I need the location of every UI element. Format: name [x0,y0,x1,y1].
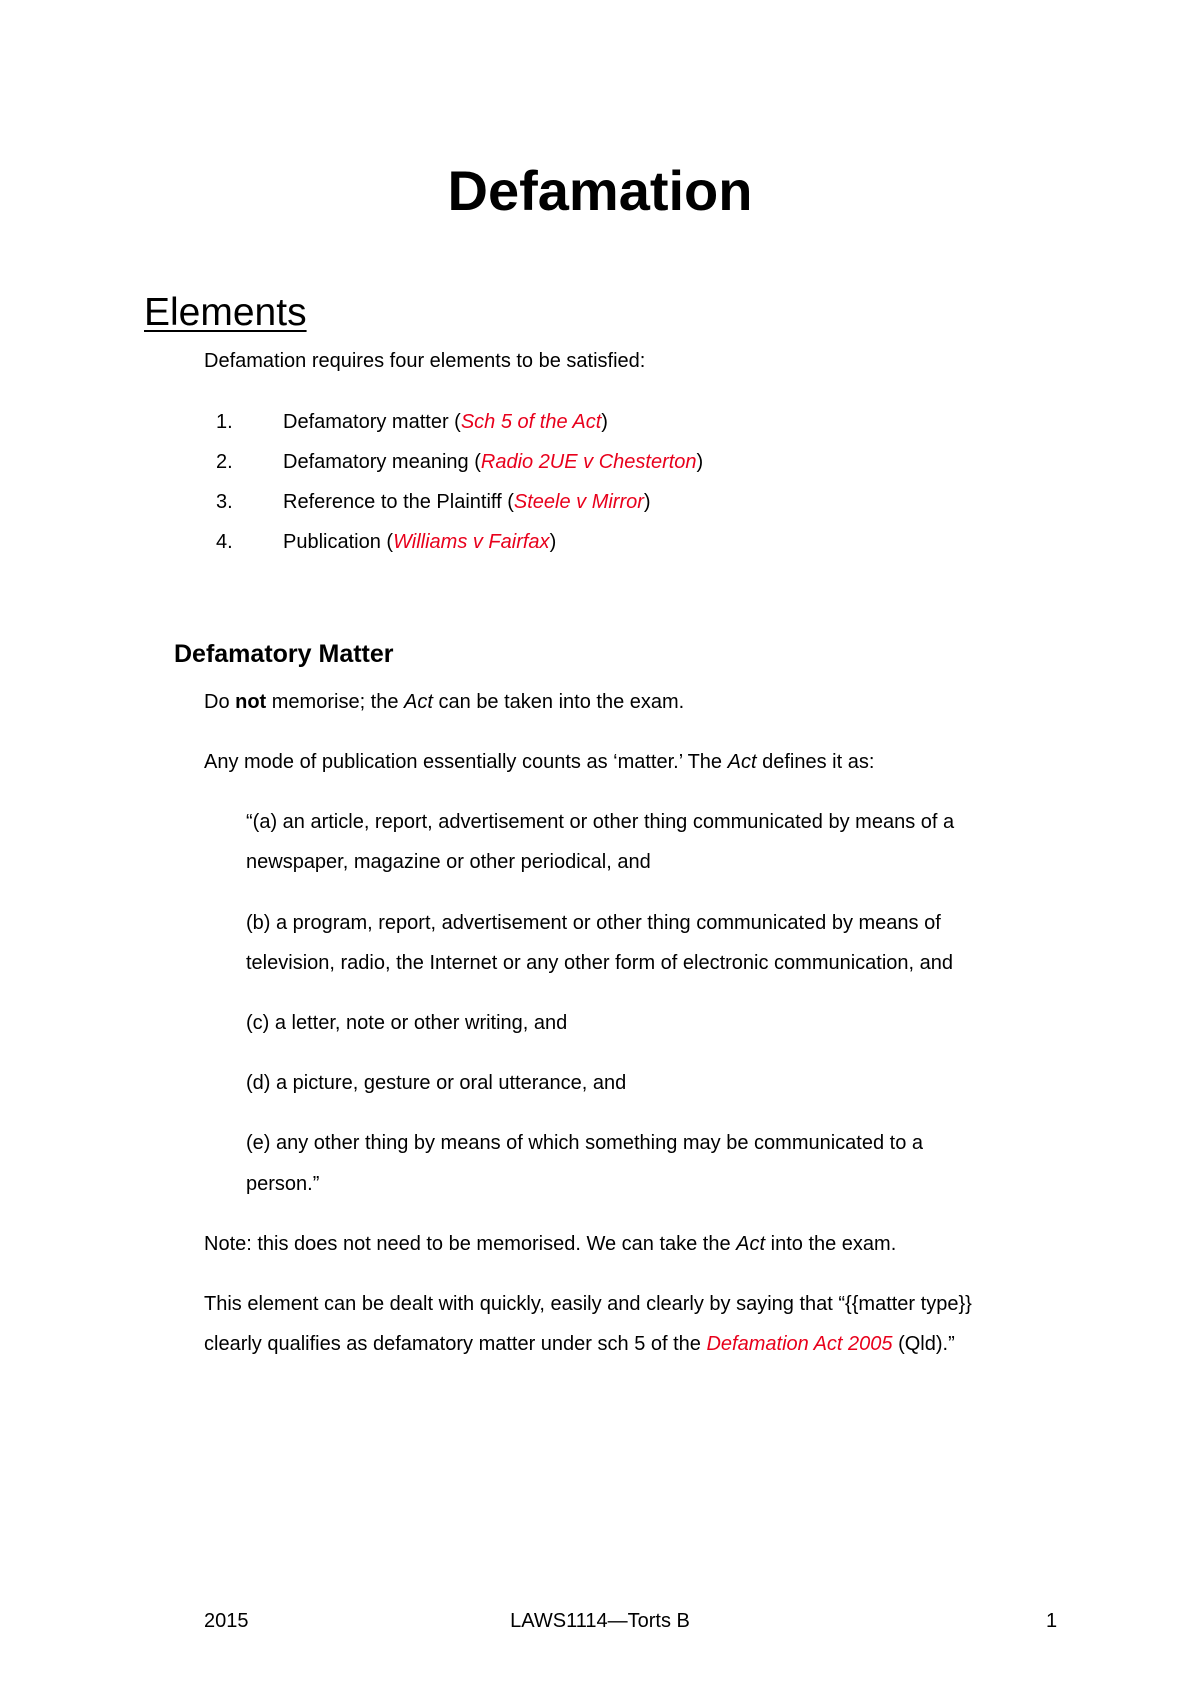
case-reference: Steele v Mirror [513,491,644,513]
list-text: Defamatory matter (Sch 5 of the Act) [283,411,608,433]
quote-line: newspaper, magazine or other periodical, and [246,851,651,873]
paragraph-element-summary-line1: This element can be dealt with quickly, easily and clearly by saying that “{{matter type}} [204,1293,972,1315]
paragraph-note: Note: this does not need to be memorised. We can take the Act into the exam. [204,1233,897,1255]
footer-page-number: 1 [1046,1610,1058,1632]
list-number: 4. [216,531,233,553]
footer-year: 2015 [204,1610,249,1632]
list-text: Publication (Williams v Fairfax) [283,531,557,553]
quote-line: “(a) an article, report, advertisement or other thing communicated by means of a [246,811,955,833]
case-reference: Radio 2UE v Chesterton [480,451,697,473]
quote-line: (e) any other thing by means of which something may be communicated to a [246,1132,924,1154]
quote-line: (c) a letter, note or other writing, and [246,1012,568,1034]
quote-line: (b) a program, report, advertisement or other thing communicated by means of [246,912,941,934]
case-reference: Williams v Fairfax [393,531,550,553]
subsection-heading-defamatory-matter: Defamatory Matter [174,640,394,668]
quote-line: television, radio, the Internet or any other form of electronic communication, and [246,952,954,974]
list-number: 3. [216,491,233,513]
list-number: 2. [216,451,233,473]
list-number: 1. [216,411,233,433]
paragraph-element-summary-line2: clearly qualifies as defamatory matter under sch 5 of the Defamation Act 2005 (Qld).” [204,1333,955,1355]
section-heading-elements: Elements [144,291,307,334]
quote-line: (d) a picture, gesture or oral utterance, and [246,1072,627,1094]
footer-course: LAWS1114—Torts B [510,1610,690,1632]
quote-line: person.” [246,1173,320,1195]
list-text: Defamatory meaning (Radio 2UE v Chesterton) [283,451,704,473]
elements-intro: Defamation requires four elements to be satisfied: [204,350,646,372]
paragraph-do-not-memorise: Do not memorise; the Act can be taken into the exam. [204,691,685,713]
paragraph-mode-of-publication: Any mode of publication essentially counts as ‘matter.’ The Act defines it as: [204,751,875,773]
list-text: Reference to the Plaintiff (Steele v Mirror) [283,491,651,513]
case-reference: Sch 5 of the Act [460,411,602,433]
document-title: Defamation [447,159,753,222]
statute-reference: Defamation Act 2005 [706,1333,893,1355]
